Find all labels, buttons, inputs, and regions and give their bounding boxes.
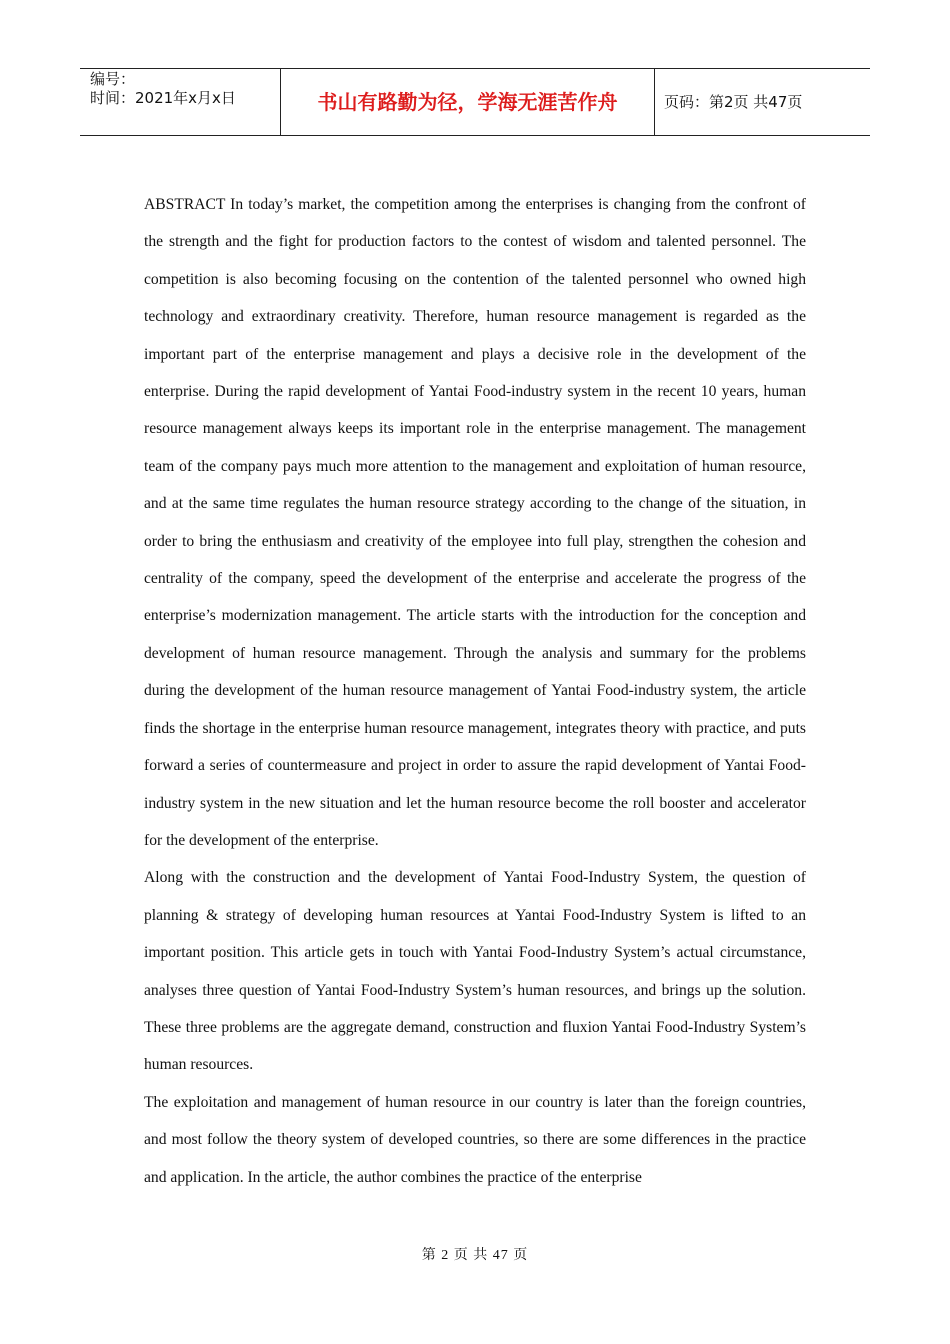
document-body <box>144 186 806 1196</box>
page-header <box>80 68 870 136</box>
abstract-paragraph: ABSTRACT In today’s market, the competition among the enterprises is changing from the confront of the strength and the fight for production factors to the contest of wisdom and talented personnel. The competition is also becoming focusing on the contention of the talented personnel who owned high technology and extraordinary creativity. Therefore, human resource management is regarded as the important part of the enterprise management and plays a decisive role in the development of the enterprise. During the rapid development of Yantai Food-industry system in the recent 10 years, human resource management always keeps its important role in the enterprise management. The management team of the company pays much more attention to the management and exploitation of human resource, and at the same time regulates the human resource strategy according to the change of the situation, in order to bring the enthusiasm and creativity of the employee into full play, strengthen the cohesion and centrality of the company, speed the development of the enterprise and accelerate the progress of the enterprise’s modernization management. The article starts with the introduction for the conception and development of human resource management. Through the analysis and summary for the problems during the development of the human resource management of Yantai Food-industry system, the article finds the shortage in the enterprise human resource management, integrates theory with practice, and puts forward a series of countermeasure and project in order to assure the rapid development of Yantai Food-industry system in the new situation and let the human resource become the roll booster and accelerator for the development of the enterprise. <box>144 196 806 849</box>
page-footer: 第 2 页 共 47 页 <box>421 1248 529 1263</box>
time-label: 时间：2021年x月x日 <box>90 89 236 107</box>
number-label: 编号： <box>90 70 136 88</box>
body-paragraph-3: The exploitation and management of human resource in our country is later than the foreign countries, and most follow the theory system of developed countries, so there are some differences in the practice and application. In the article, the author combines the practice of the enterprise <box>144 1093 806 1186</box>
header-page-info: 页码：第2页 共47页 <box>664 93 803 111</box>
header-meta-cell <box>80 69 281 135</box>
body-paragraph-2: Along with the construction and the development of Yantai Food-Industry System, the question of planning & strategy of developing human resources at Yantai Food-Industry System is lifted to an important position. This article gets in touch with Yantai Food-Industry System’s actual circumstance, analyses three question of Yantai Food-Industry System’s human resources, and brings up the solution. These three problems are the aggregate demand, construction and fluxion Yantai Food-Industry System’s human resources. <box>144 869 806 1074</box>
header-motto: 书山有路勤为径，学海无涯苦作舟 <box>281 69 655 135</box>
